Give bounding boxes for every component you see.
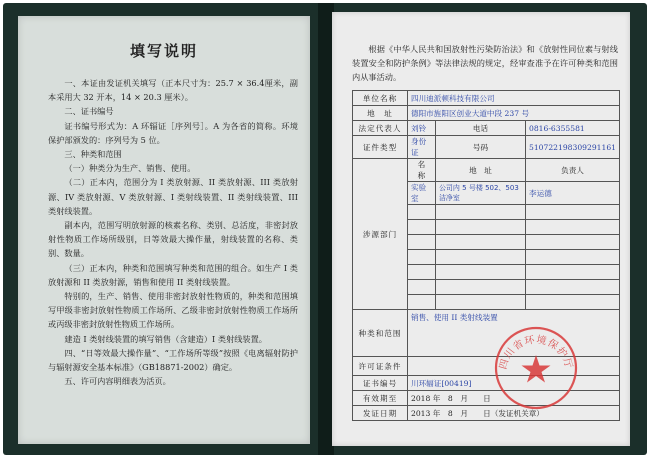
table-row [353,136,620,159]
permit-cond-label: 许可证条件 [353,357,408,376]
id-no-label: 号码 [435,136,525,159]
instruction-paragraph: 五、许可内容明细表为活页。 [64,376,171,387]
dept-person-header: 负责人 [526,159,620,182]
instruction-paragraph: （二）正本内，范围分为 I 类放射源、II 类放射源、III 类放射源、IV 类放射源、V 类放射源、I 类射线装置、II 类射线装置、III 类射线装置。 [48,177,298,216]
seal-star-icon [522,355,551,383]
seal-text: 四川省环境保护厅 [497,334,575,371]
unit-name-value: 四川迪派顿科技有限公司 [408,91,620,106]
cert-no-value: 川环辐证[00419] [408,376,620,391]
instructions-page [18,16,310,444]
instruction-paragraph: 四、“日等效最大操作量”、“工作场所等级”按照《电离辐射防护与辐射源安全基本标准》（GB18871-2002）确定。 [48,347,298,373]
table-row [353,159,620,182]
dept-name-value: 实验室 [408,182,436,205]
instruction-paragraph: 三、种类和范围 [64,149,122,160]
license-intro-text: 根据《中华人民共和国放射性污染防治法》和《放射性同位素与射线装置安全和防护条例》等法律法规的规定，经审查准予在许可种类和范围内从事活动。 [352,44,618,82]
instruction-paragraph: 一、本证由发证机关填写（正本尺寸为：25.7 × 36.4厘米，副本采用大 32 开本，14 × 20.3 厘米）。 [48,78,298,103]
instruction-paragraph: 建造 I 类射线装置的填写销售（含建造）I 类射线装置。 [64,333,267,344]
activity-dept-label: 涉源部门 [353,159,408,310]
id-type-label: 证件类型 [353,136,408,159]
dept-addr-header: 地 址 [435,159,525,182]
instruction-paragraph: 特别的，生产、销售、使用非密封放射性物质的，种类和范围填写甲级非密封放射性物质工作场所、乙级非密封放射性物质工作场所或丙级非密封放射性物质工作场所。 [48,291,298,330]
dept-addr-value: 公司内 5 号楼 502、503 洁净室 [435,182,525,205]
legal-rep-label: 法定代表人 [353,121,408,136]
id-type-value: 身份证 [408,136,436,159]
issue-date-value: 2013 年 8 月 日（发证机关章） [408,406,620,421]
kind-scope-label: 种类和范围 [353,310,408,357]
id-no-value: 510722198309291161 [526,136,620,159]
address-label: 地 址 [353,106,408,121]
address-value: 德阳市旌阳区创业大道中段 237 号 [408,106,620,121]
license-intro [352,42,618,84]
table-row [353,121,620,136]
issue-date-label: 发证日期 [353,406,408,421]
phone-label: 电话 [435,121,525,136]
cert-no-label: 证书编号 [353,376,408,391]
instruction-paragraph: 副本内，范围写明放射源的核素名称、类别、总活度，非密封放射性物质工作场所级别，日等效最大操作量，射线装置的名称、类别、数量。 [48,220,298,259]
instructions-body [48,76,298,388]
valid-to-label: 有效期至 [353,391,408,406]
phone-value: 0816-6355581 [526,121,620,136]
kind-scope-value: 销售、使用 II 类射线装置 [408,310,620,357]
legal-rep-value: 刘铃 [408,121,436,136]
table-row [353,91,620,106]
instruction-paragraph: 证书编号形式为：A 环辐证［序列号］。A 为各省的简称。环境保护部颁发的：序列号为 5 位。 [48,120,298,145]
unit-name-label: 单位名称 [353,91,408,106]
instructions-title: 填写说明 [129,42,198,60]
official-seal [493,325,579,411]
table-row [353,391,620,406]
dept-name-header: 名 称 [408,159,436,182]
table-row [353,357,620,376]
valid-to-value: 2018 年 8 月 日 [408,391,620,406]
table-row [353,376,620,391]
instruction-paragraph: （一）种类分为生产、销售、使用。 [64,163,196,174]
table-row [353,406,620,421]
table-row [353,310,620,357]
license-table [352,90,620,421]
instruction-paragraph: 二、证书编号 [64,106,114,117]
instruction-paragraph: （三）正本内，种类和范围填写种类和范围的组合。如生产 I 类放射源和 II 类放射源，销售和使用 II 类射线装置。 [48,262,298,287]
dept-person-value: 李运德 [526,182,620,205]
table-row [353,106,620,121]
